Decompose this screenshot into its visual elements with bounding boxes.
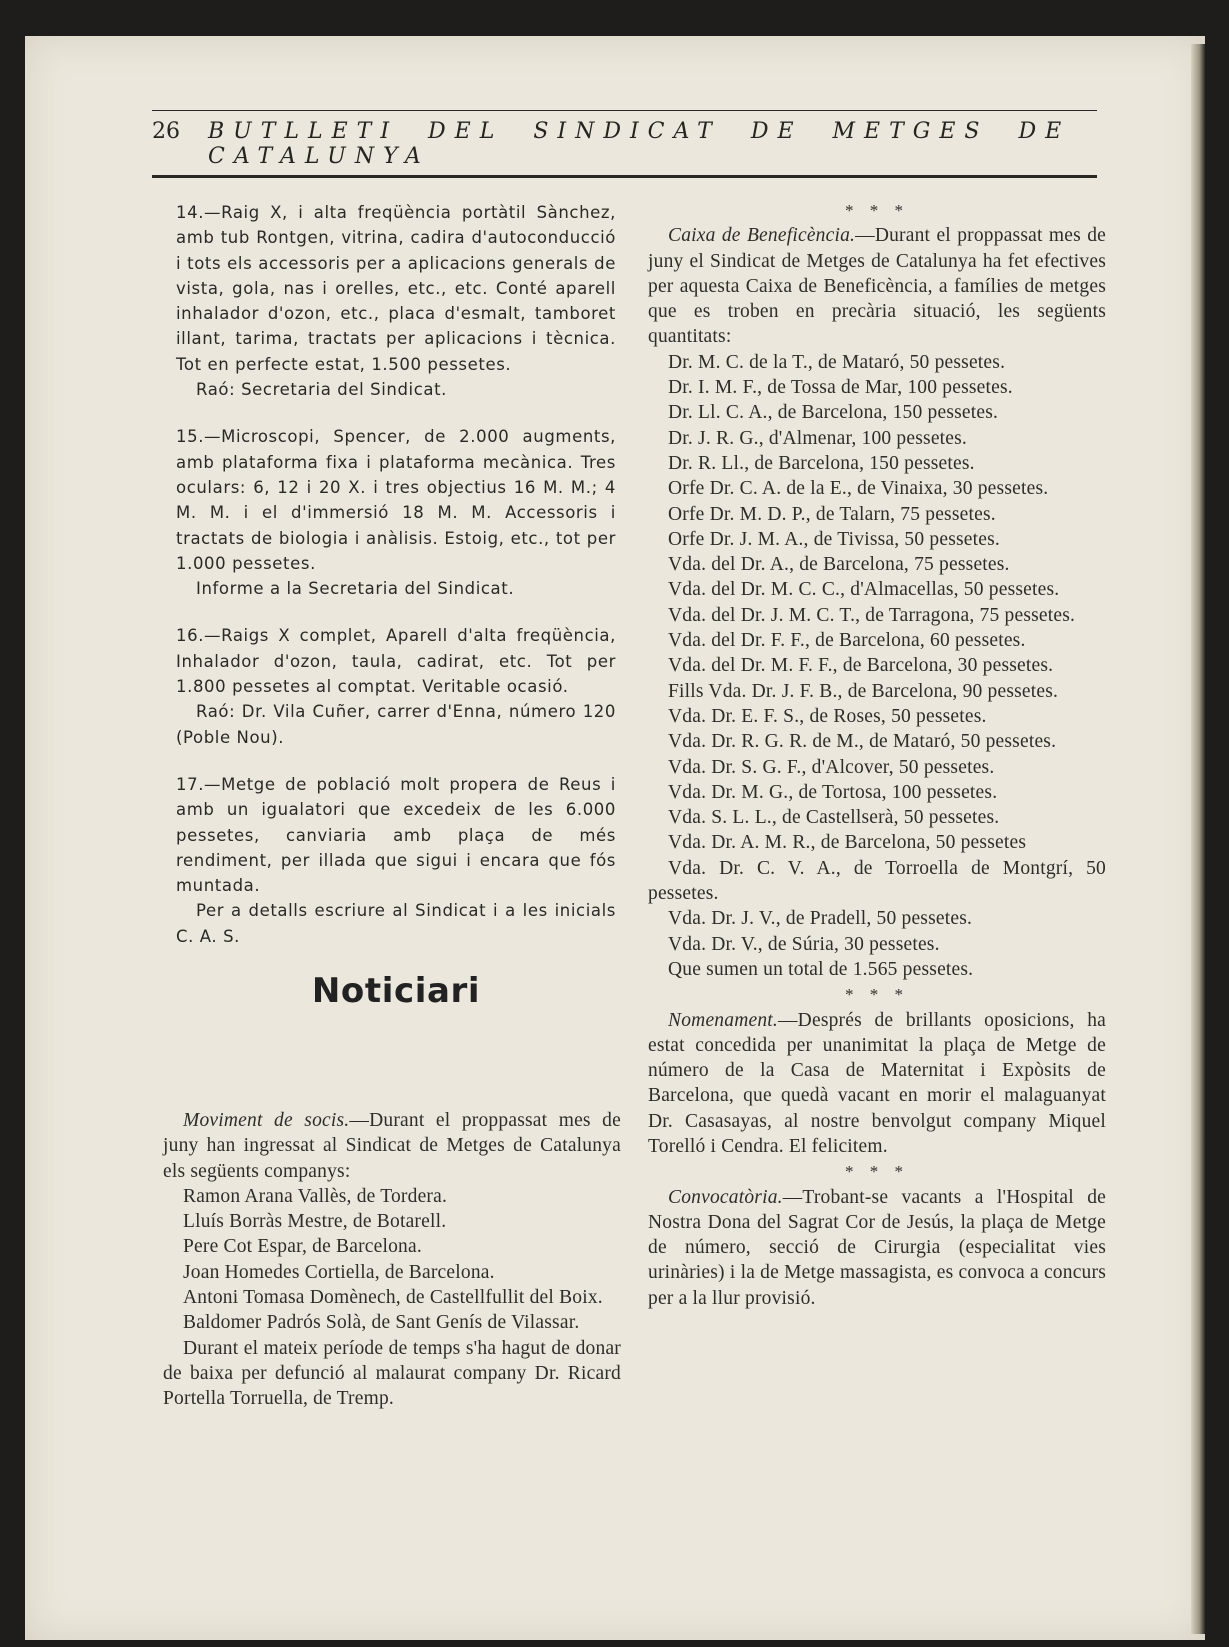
member-entry: Lluís Borràs Mestre, de Botarell. <box>183 1211 447 1233</box>
ad-16 <box>176 623 616 749</box>
donation-entry: Vda. Dr. R. G. R. de M., de Mataró, 50 pessetes. <box>668 731 1057 753</box>
caixa-intro-text: —Durant el proppassat mes de juny el Sindicat de Metges de Catalunya ha fet efectives per aquesta Caixa de Beneficència, a famílies de metges que es troben en precària situació, les següents quantitats: <box>648 225 1106 348</box>
membership-news <box>163 1108 621 1412</box>
baixa-notice: Durant el mateix període de temps s'ha hagut de donar de baixa per defunció al malaurat company Dr. Ricard Portella Torruella, de Tremp. <box>163 1337 621 1410</box>
donation-entry: Vda. Dr. S. G. F., d'Alcover, 50 pessetes. <box>668 756 995 778</box>
donation-entry: Vda. Dr. M. G., de Tortosa, 100 pessetes. <box>668 781 998 803</box>
journal-title: BUTLLETI DEL SINDICAT DE METGES DE CATALUNYA <box>208 119 1071 169</box>
page-edge <box>1191 44 1205 1634</box>
donation-entry: Dr. M. C. de la T., de Mataró, 50 pessetes. <box>668 351 1006 373</box>
member-entry: Ramon Arana Vallès, de Tordera. <box>183 1185 448 1207</box>
donation-entry: Vda. Dr. E. F. S., de Roses, 50 pessetes. <box>668 705 987 727</box>
donation-entry: Vda. del Dr. F. F., de Barcelona, 60 pessetes. <box>668 630 1026 652</box>
ad-text: 17.—Metge de població molt propera de Reus i amb un igualatori que excedeix de les 6.000 pessetes, canviaria amb plaça de més rendiment, per illada que sigui i encara que fós muntada. <box>176 774 616 896</box>
donation-entry: Dr. Ll. C. A., de Barcelona, 150 pessetes. <box>668 402 999 424</box>
member-entry: Antoni Tomasa Domènech, de Castellfullit del Boix. <box>183 1287 603 1309</box>
running-header <box>152 110 1097 178</box>
donation-entry: Vda. Dr. J. V., de Pradell, 50 pessetes. <box>668 908 973 930</box>
membership-intro-text: —Durant el proppassat mes de juny han ingressat al Sindicat de Metges de Catalunya els següents companys: <box>163 1110 621 1182</box>
donation-entry: Orfe Dr. M. D. P., de Talarn, 75 pessetes. <box>668 503 996 525</box>
donation-entry: Fills Vda. Dr. J. F. B., de Barcelona, 90 pessetes. <box>668 680 1059 702</box>
ad-15 <box>176 424 616 601</box>
donation-entry: Vda. del Dr. J. M. C. T., de Tarragona, 75 pessetes. <box>668 604 1076 626</box>
membership-intro <box>163 1108 621 1184</box>
ad-text: 15.—Microscopi, Spencer, de 2.000 augments, amb plataforma fixa i plataforma mecànica. Tres oculars: 6, 12 i 20 X. i tres objectius 16 M. M.; 4 M. M. i el d'immersió 18 M. M. Accessoris i tractats de biologia i anàlisis. Estoig, etc., tot per 1.000 pessetes. <box>176 427 616 573</box>
nomenament-lead: Nomenament. <box>668 1009 778 1031</box>
page-number: 26 <box>152 119 180 144</box>
caixa-intro <box>648 223 1106 349</box>
donation-entry: Vda. Dr. C. V. A., de Torroella de Montgrí, 50 pessetes. <box>648 857 1106 905</box>
ad-14 <box>176 200 616 402</box>
donation-entry: Dr. J. R. G., d'Almenar, 100 pessetes. <box>668 427 968 449</box>
donation-entry: Orfe Dr. J. M. A., de Tivissa, 50 pessetes. <box>668 528 1000 550</box>
donation-entry: Vda. del Dr. M. C. C., d'Almacellas, 50 pessetes. <box>668 579 1060 601</box>
donation-entry: Orfe Dr. C. A. de la E., de Vinaixa, 30 pessetes. <box>668 478 1049 500</box>
ad-17 <box>176 772 616 949</box>
right-column <box>648 198 1106 1311</box>
member-entry: Pere Cot Espar, de Barcelona. <box>183 1236 422 1258</box>
header-rule-bottom <box>152 175 1097 178</box>
membership-lead: Moviment de socis. <box>183 1110 350 1131</box>
convocatoria-lead: Convocatòria. <box>668 1186 783 1208</box>
donation-entry: Vda. S. L. L., de Castellserà, 50 pessetes. <box>668 807 1000 829</box>
ad-text: 14.—Raig X, i alta freqüència portàtil Sànchez, amb tub Rontgen, vitrina, cadira d'autoconducció i tots els accessoris per a aplicacions generals de vista, gola, nas i orelles, etc., etc. Conté aparell inhalador d'ozon, etc., placa d'esmalt, tamboret illant, tarima, tractats per aplicacions i tècnica. Tot en perfecte estat, 1.500 pessetes. <box>176 203 616 374</box>
donation-entry: Dr. R. Ll., de Barcelona, 150 pessetes. <box>668 452 975 474</box>
caixa-lead: Caixa de Beneficència. <box>668 225 856 247</box>
donation-entry: Vda. del Dr. M. F. F., de Barcelona, 30 pessetes. <box>668 655 1054 677</box>
classified-ads-column <box>176 200 616 1028</box>
section-separator: * * * <box>845 1162 909 1182</box>
nomenament-text: —Després de brillants oposicions, ha estat concedida per unanimitat la plaça de Metge de número de la Casa de Maternitat i Expòsits de Barcelona, que quedà vacant en morir el malaguanyat Dr. Casasayas, al nostre benvolgut company Miquel Torelló i Cendra. El felicitem. <box>648 1009 1106 1157</box>
donation-entry: Vda. Dr. A. M. R., de Barcelona, 50 pessetes <box>668 832 1027 854</box>
donation-total: Que sumen un total de 1.565 pessetes. <box>668 958 974 980</box>
convocatoria-text: —Trobant-se vacants a l'Hospital de Nostra Dona del Sagrat Cor de Jesús, la plaça de Metge de número, secció de Cirurgia (especialitat vies urinàries) i la de Metge massagista, es convoca a concurs per a la llur provisió. <box>648 1186 1106 1309</box>
convocatoria-paragraph <box>648 1185 1106 1311</box>
member-entry: Baldomer Padrós Solà, de Sant Genís de Vilassar. <box>183 1312 580 1334</box>
ad-contact: Raó: Secretaria del Sindicat. <box>196 380 448 400</box>
nomenament-paragraph <box>648 1008 1106 1160</box>
member-entry: Joan Homedes Cortiella, de Barcelona. <box>183 1261 495 1283</box>
ad-text: 16.—Raigs X complet, Aparell d'alta freqüència, Inhalador d'ozon, taula, cadirat, etc. Tot per 1.800 pessetes al comptat. Veritable ocasió. <box>176 626 616 697</box>
ad-contact: Per a detalls escriure al Sindicat i a les inicials C. A. S. <box>176 901 616 946</box>
donation-entry: Vda. del Dr. A., de Barcelona, 75 pessetes. <box>668 554 1010 576</box>
section-separator: * * * <box>845 201 909 220</box>
donation-entry: Vda. Dr. V., de Súria, 30 pessetes. <box>668 933 940 955</box>
ad-contact: Informe a la Secretaria del Sindicat. <box>196 579 515 599</box>
donation-entry: Dr. I. M. F., de Tossa de Mar, 100 pessetes. <box>668 377 1013 399</box>
section-separator: * * * <box>845 985 909 1005</box>
section-heading-noticiari: Noticiari <box>311 971 481 1012</box>
ad-contact: Raó: Dr. Vila Cuñer, carrer d'Enna, número 120 (Poble Nou). <box>176 702 616 747</box>
